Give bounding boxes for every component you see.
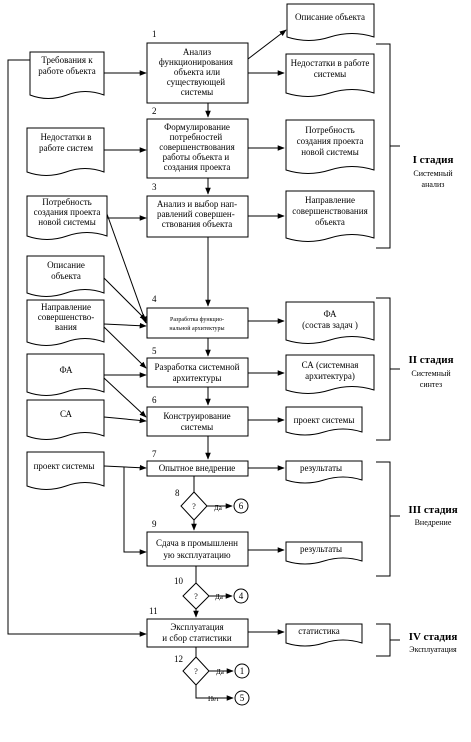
stage-4 [376,624,457,656]
step-label [159,122,234,172]
label-text: ую эксплуатацию [163,550,231,560]
connector-line [376,298,390,440]
label-text [302,360,359,381]
label-text: системы [180,422,214,432]
label-text [294,415,355,425]
label-text: ? [192,502,196,511]
process-box [147,308,248,338]
input-requirements [30,52,104,99]
output-results-production [286,542,362,564]
label-text: совершенство- [37,312,95,322]
output-documents [286,4,374,646]
label-text [38,55,95,76]
step-number: 3 [152,182,157,192]
connector-line [104,417,146,421]
label-text: системы [313,69,347,79]
step-label [159,463,236,473]
label-text: Потребность [42,197,92,207]
input-system-shortcomings [27,128,104,176]
label-text: новой системы [38,217,96,227]
step-number: 2 [152,106,157,116]
label-text: работы объекта и [162,152,230,162]
label-text: Потребность [305,125,355,135]
output-new-system-need [286,120,374,174]
stage-3 [376,462,458,576]
label-text: Направление [41,302,91,312]
document-shape [287,4,374,41]
label-text: Анализ и выбор нап- [156,199,238,209]
label-text: совершенствования [292,206,368,216]
label-text: ? [194,667,198,676]
label-text: Да [216,668,224,676]
label-text: статистика [298,626,340,636]
label-text [295,12,365,22]
label-text: II стадия [408,354,454,366]
label-text: 8 [175,488,180,498]
stage-brackets [376,44,458,656]
step-label [157,199,237,229]
input-system-project [27,452,104,490]
input-documents [27,52,107,490]
label-text: Внедрение [414,518,452,527]
label-text: Направление [305,195,355,205]
label-text: 4 [238,591,244,601]
label-text [413,169,453,189]
label-text: Системный [411,369,451,378]
label-text: системы [180,87,214,97]
label-text: 1 [239,666,245,676]
output-results-pilot [286,461,362,483]
label-text [59,365,73,375]
label-text: Анализ [182,47,212,57]
label-text: проект системы [293,415,355,425]
connector-line [376,462,390,576]
label-text: 10 [174,576,183,586]
output-improvement-direction [286,191,374,242]
label-text: проект системы [33,461,95,471]
input-object-description [27,256,104,297]
connector-line [376,624,390,656]
label-text: объекта или [173,67,221,77]
label-text: СА [59,409,73,419]
label-text: создания проекта [163,162,231,172]
label-text: СА (системная [301,360,359,370]
label-text: потребностей [169,132,223,142]
label-text: ФА [323,309,337,319]
label-text: архитектуры [172,373,222,383]
label-text: создания проекта [296,136,364,146]
step-number: 1 [152,29,157,39]
step-3 [147,182,248,237]
label-text: Конструирование [163,411,231,421]
label-text: синтез [419,380,443,389]
step-7 [147,449,248,476]
label-text: 5 [239,693,245,703]
connector-line [104,327,146,368]
label-text: (состав задач ) [302,320,358,330]
label-text [411,369,451,389]
label-text: ФА [59,365,73,375]
output-statistics [286,624,362,646]
step-2 [147,106,248,178]
output-fa [286,302,374,344]
label-text: работе объекта [38,66,96,76]
label-text: Описание объекта [295,12,365,22]
label-text: Сдача в промышленн [156,538,238,548]
step-number: 9 [152,519,157,529]
step-1 [147,29,248,103]
connector-line [104,278,146,320]
stage-2 [376,298,454,440]
label-text: результаты [299,544,343,554]
step-4 [147,294,248,338]
label-text: Описание [47,260,85,270]
label-text: вания [55,322,77,332]
input-improvement-direction [27,300,104,346]
label-text: Нет [208,695,220,703]
label-text [47,260,85,281]
connector-line [104,466,146,468]
step-number: 5 [152,346,157,356]
label-text [60,409,73,419]
label-text: Да [215,593,223,601]
output-system-project [286,407,362,435]
connector-line [248,30,286,59]
label-text: Да [214,504,222,512]
label-text: и сбор статистики [162,633,232,643]
label-text [300,463,342,473]
process-steps [147,29,248,647]
step-label [162,622,232,643]
label-text: I стадия [412,154,454,166]
label-text: III стадия [408,504,458,516]
label-text [297,125,364,157]
label-text: ствования объекта [161,219,233,229]
step-number: 11 [149,606,158,616]
connector-line [107,214,146,323]
label-text: Недостатки в [40,132,92,142]
input-sa [27,400,104,440]
stage-1 [376,44,453,248]
label-text: результаты [299,463,343,473]
label-text: 12 [174,654,183,664]
label-text: совершенствования [159,142,235,152]
label-text [300,544,342,554]
label-text: Разработка системной [154,362,240,372]
label-text [39,132,93,153]
label-text: Опытное внедрение [158,463,236,473]
label-text: Разработка функцио- [170,317,224,323]
connector-line [104,324,146,326]
step-number: 6 [152,395,157,405]
output-sa [286,355,374,394]
label-text: 6 [238,501,244,511]
label-text: анализ [421,180,445,189]
step-number: 4 [152,294,157,304]
label-text: объекта [51,271,81,281]
step-9 [147,519,248,566]
label-text [298,626,340,636]
output-shortcomings [286,54,374,97]
decision-12 [174,654,249,705]
input-new-system-need [27,196,107,240]
label-text: Требования к [41,55,93,65]
document-shape [27,400,104,440]
label-text: создания проекта [33,207,101,217]
label-text: работе систем [38,143,94,153]
decision-8 [175,488,248,520]
decision-10 [174,576,248,609]
label-text: IV стадия [408,631,458,643]
connector-line [124,467,146,552]
label-text: существующей [166,77,226,87]
step-6 [147,395,248,436]
output-object-description [287,4,374,41]
label-text: Формулирование [164,122,230,132]
label-text: функционирования [158,57,233,67]
label-text: ? [194,592,198,601]
label-text [34,461,95,471]
connector-line [104,378,146,417]
label-text: Эксплуатация [409,645,457,654]
label-text: нальной архитектуры [169,326,225,332]
label-text [34,197,101,227]
label-text: новой системы [301,147,359,157]
connector-line [376,44,390,248]
label-text: Недостатки в работе [290,58,370,68]
label-text: архитектура) [305,371,355,381]
label-text: объекта [315,217,345,227]
input-fa [27,354,104,396]
step-11 [147,606,248,647]
label-text: Эксплуатация [170,622,224,632]
label-text: равлений совершен- [157,209,235,219]
label-text: Системный [413,169,453,178]
step-5 [147,346,248,387]
step-number: 7 [152,449,157,459]
